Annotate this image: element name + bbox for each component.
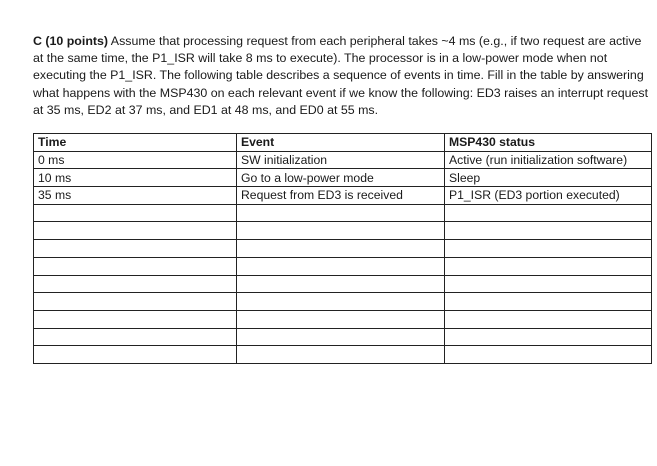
table-header-row [34,134,652,152]
time-cell [34,240,237,258]
question-text [33,33,651,119]
time-cell [34,310,237,328]
table-row-blank [34,222,652,240]
header-time: Time [34,134,237,152]
status-cell: Active (run initialization software) [445,151,652,169]
event-cell [237,293,445,311]
table-row-blank [34,275,652,293]
time-cell: 0 ms [34,151,237,169]
time-cell [34,328,237,346]
status-cell [445,346,652,364]
time-cell [34,346,237,364]
status-cell: Sleep [445,169,652,187]
table-row [34,169,652,187]
time-cell [34,257,237,275]
question-body: Assume that processing request from each peripheral takes ~4 ms (e.g., if two request are active at the same time, the P1_ISR will take 8 ms to execute). The processor is in a low-power mode when not executing the P1_ISR. The following table describes a sequence of events in time. Fill in the table by answering what happens with the MSP430 on each relevant event if we know the following: ED3 raises an interrupt request at 35 ms, ED2 at 37 ms, and ED1 at 48 ms, and ED0 at 55 ms. [33,34,649,117]
event-cell: Request from ED3 is received [237,187,445,205]
table-row-blank [34,346,652,364]
event-cell [237,310,445,328]
event-cell [237,204,445,222]
event-cell [237,346,445,364]
table-row [34,187,652,205]
table-row-blank [34,240,652,258]
time-cell [34,204,237,222]
status-cell [445,275,652,293]
event-cell [237,222,445,240]
table-row-blank [34,293,652,311]
event-cell [237,240,445,258]
status-cell [445,204,652,222]
time-cell [34,222,237,240]
status-cell [445,240,652,258]
time-cell [34,293,237,311]
event-cell: SW initialization [237,151,445,169]
status-cell [445,257,652,275]
table-row [34,151,652,169]
table-row-blank [34,310,652,328]
event-cell [237,275,445,293]
events-table [33,133,652,364]
status-cell [445,310,652,328]
table-row-blank [34,328,652,346]
status-cell [445,328,652,346]
status-cell [445,222,652,240]
status-cell: P1_ISR (ED3 portion executed) [445,187,652,205]
time-cell: 10 ms [34,169,237,187]
event-cell [237,257,445,275]
event-cell [237,328,445,346]
time-cell: 35 ms [34,187,237,205]
time-cell [34,275,237,293]
header-status: MSP430 status [445,134,652,152]
table-row-blank [34,204,652,222]
event-cell: Go to a low-power mode [237,169,445,187]
question-label: C (10 points) [33,34,109,48]
table-row-blank [34,257,652,275]
status-cell [445,293,652,311]
header-event: Event [237,134,445,152]
